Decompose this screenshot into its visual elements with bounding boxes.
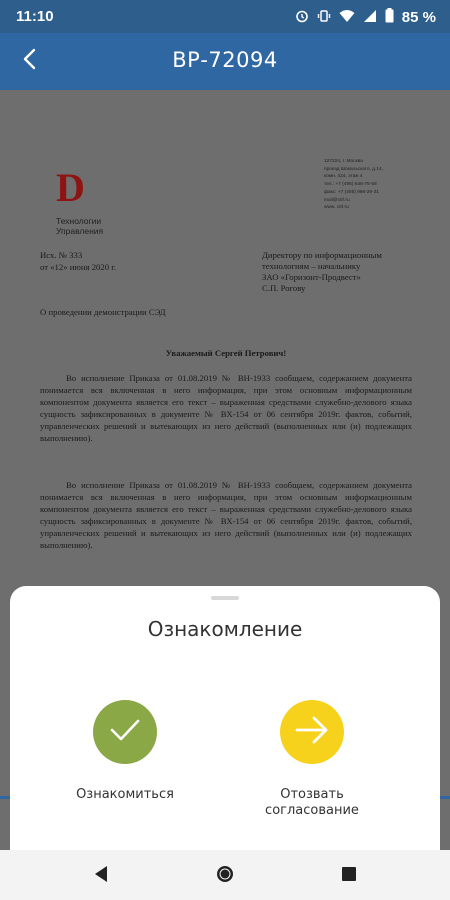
page-title: ВР-72094 — [172, 48, 278, 72]
nav-home-button[interactable] — [212, 863, 238, 889]
outgoing-number: Исх. № 333 — [40, 250, 83, 260]
company-info-line: mail@ctrl.ru — [324, 197, 350, 203]
vibrate-icon — [317, 9, 331, 26]
withdraw-label — [232, 787, 392, 819]
recipient-line: технологиям – начальнику — [262, 261, 361, 271]
company-logo — [56, 165, 136, 236]
document-subject: О проведении демонстрации СЭД — [40, 307, 166, 317]
sheet-title: Ознакомление — [147, 617, 303, 641]
logo-text — [56, 216, 136, 236]
withdraw-circle[interactable] — [280, 700, 344, 764]
company-info-line: факс: +7 (495) 966-29-31 — [324, 189, 380, 195]
nav-back-button[interactable] — [88, 863, 114, 889]
company-info-line: www. ctrl.ru — [324, 205, 349, 211]
recipient-line: С.П. Рогову — [262, 283, 306, 293]
arrow-right-icon — [294, 716, 330, 748]
company-info-line: комн. 424, этаж 4 — [324, 174, 363, 180]
status-time: 11:10 — [16, 8, 54, 25]
recipient-block — [262, 250, 427, 294]
signal-icon — [363, 9, 377, 26]
withdraw-label-line-2: согласование — [265, 803, 359, 818]
recipient-line: Директору по информационным — [262, 250, 382, 260]
status-bar — [0, 0, 450, 33]
withdraw-approval-button[interactable] — [232, 700, 392, 819]
logo-line-2: Управления — [56, 226, 104, 236]
logo-line-1: Технологии — [56, 216, 102, 226]
recipient-line: ЗАО «Горизонт-Продвест» — [262, 272, 361, 282]
logo-mark: D — [56, 165, 77, 210]
battery-icon — [385, 8, 394, 26]
alarm-icon — [295, 9, 309, 26]
body-paragraph: Во исполнение Приказа от 01.08.2019 № ВН-1933 сообщаем, содержанием документа понимается вся включенная в него информация, при этом основным информационным компонентом документа является его текст – выраженная средствами служебно-делового языка сущность зафиксированных в документе № ВХ-154 от 06 сентября 2019г. фактов, событий, управленческих решений и вытекающих из него действий (выполненных или (и) подлежащих выполнению). — [40, 480, 412, 551]
outgoing-date: от «12» июня 2020 г. — [40, 261, 117, 272]
body-paragraph: Во исполнение Приказа от 01.08.2019 № ВН-1933 сообщаем, содержанием документа понимается вся включенная в него информация, при этом основным информационным компонентом документа является его текст – выраженная средствами служебно-делового языка сущность зафиксированных в документе № ВХ-154 от 06 сентября 2019г. фактов, событий, управленческих решений и вытекающих из него действий (выполненных или (и) подлежащих выполнению). — [40, 373, 412, 444]
background-tab-indicator — [0, 796, 10, 799]
status-icons — [295, 8, 436, 26]
nav-back-icon — [93, 865, 109, 887]
app-bar — [0, 33, 450, 90]
company-info-line: 127224, г. Москва — [324, 159, 363, 164]
company-info — [324, 158, 424, 212]
wifi-icon — [339, 9, 355, 26]
company-info-line: проезд Шокальского, д.14, — [324, 166, 383, 172]
nav-recent-button[interactable] — [336, 863, 362, 889]
outgoing-reference — [40, 250, 180, 273]
acknowledge-button[interactable] — [45, 700, 205, 803]
salutation: Уважаемый Сергей Петрович! — [165, 348, 287, 358]
nav-home-icon — [215, 864, 235, 888]
nav-recent-icon — [341, 866, 357, 886]
company-info-line: тел.: +7 (495) 646-75-58 — [324, 182, 377, 188]
withdraw-label-line-1: Отозвать — [280, 787, 344, 802]
system-nav-bar — [0, 850, 450, 900]
background-tab-indicator — [440, 796, 450, 799]
checkmark-icon — [109, 718, 141, 746]
acknowledge-label: Ознакомиться — [76, 787, 174, 802]
battery-percent: 85 % — [401, 8, 436, 26]
acknowledge-circle[interactable] — [93, 700, 157, 764]
drag-handle[interactable] — [211, 596, 239, 600]
